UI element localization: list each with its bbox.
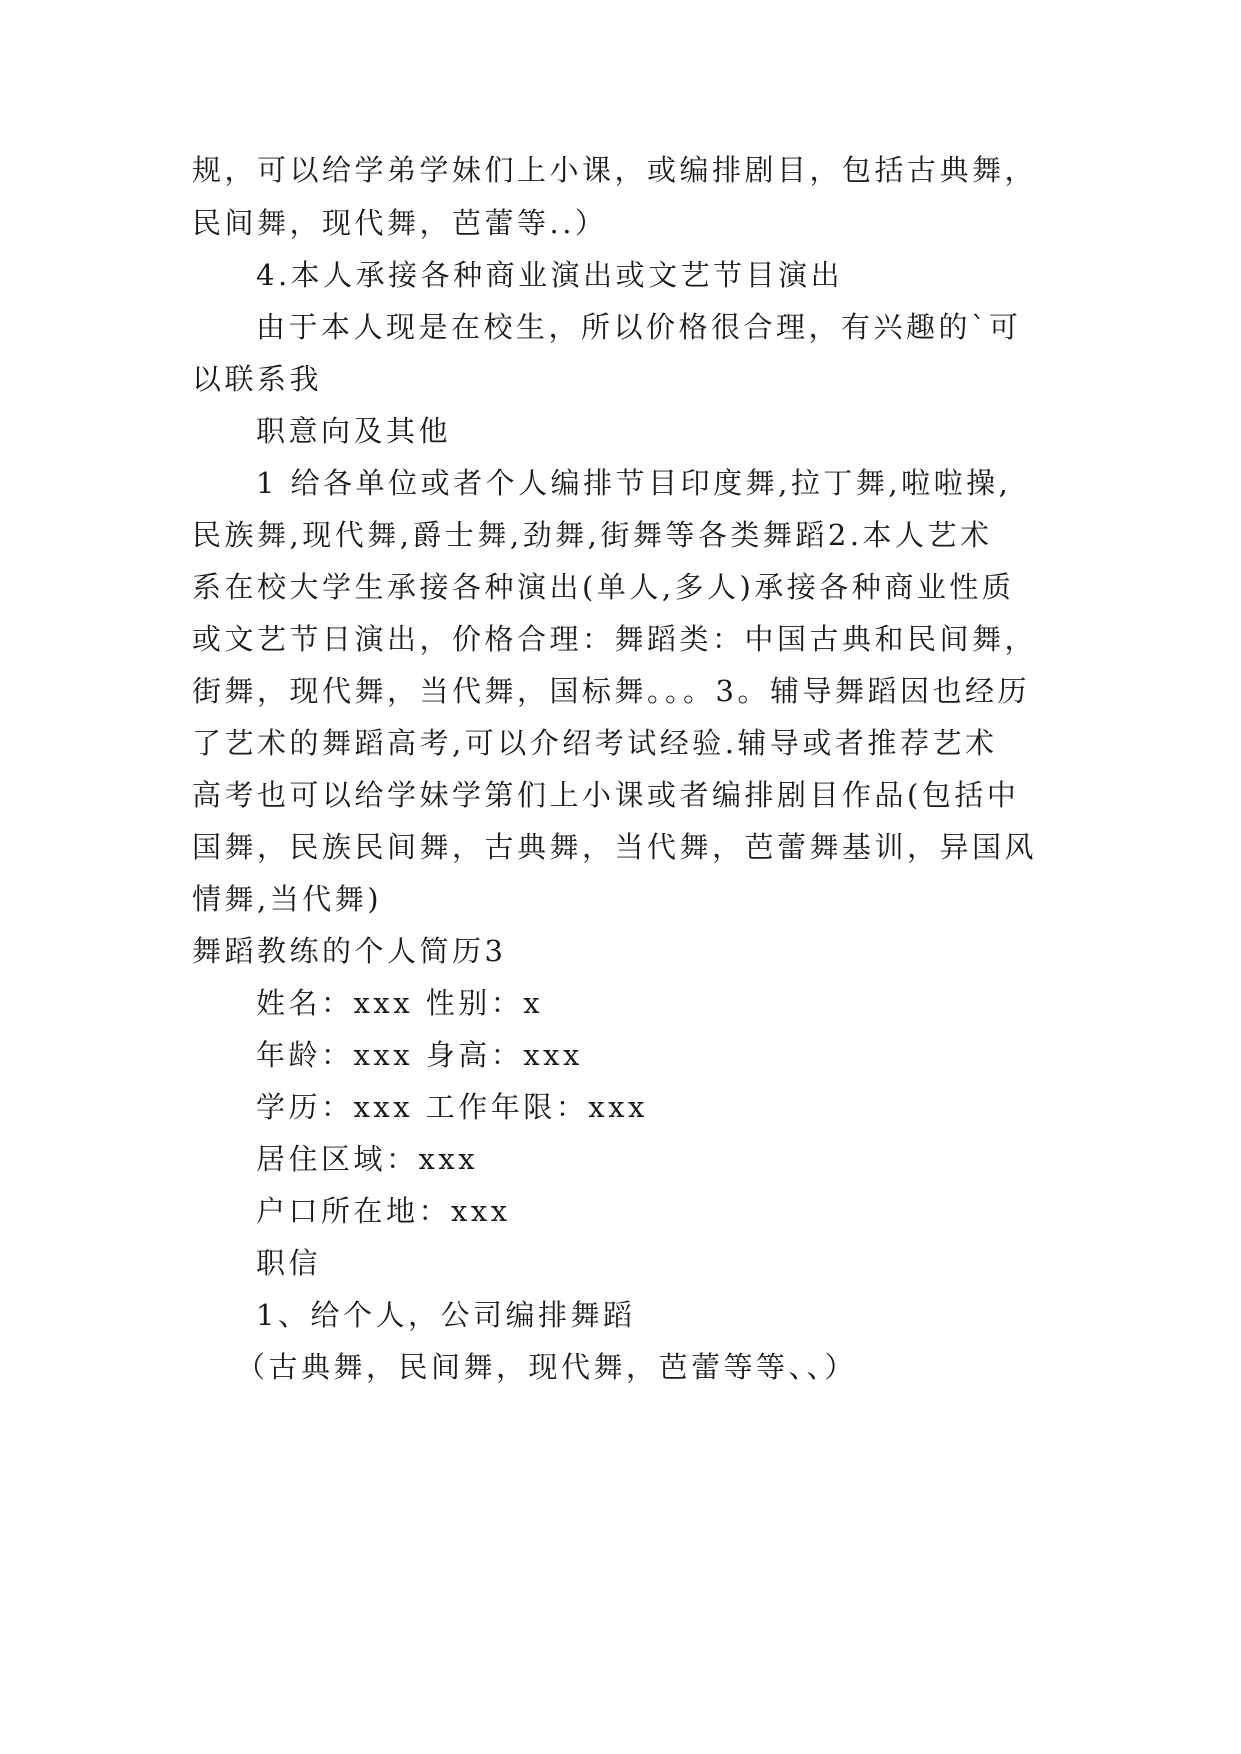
paragraph-line: 1、给个人，公司编排舞蹈 xyxy=(256,1298,636,1332)
paragraph-line: 国舞，民族民间舞，古典舞，当代舞，芭蕾舞基训，异国风 xyxy=(192,830,1038,864)
paragraph-line: 规，可以给学弟学妹们上小课，或编排剧目，包括古典舞， xyxy=(192,153,1038,187)
paragraph-line: 由于本人现是在校生，所以价格很合理，有兴趣的`可 xyxy=(256,310,1022,344)
paragraph-line: 街舞，现代舞，当代舞，国标舞。。。3。辅导舞蹈因也经历 xyxy=(192,674,1030,708)
section-heading: 职意向及其他 xyxy=(256,414,452,448)
resume-field: 年龄：xxx 身高：xxx xyxy=(256,1038,583,1072)
section-heading: 职信 xyxy=(256,1246,322,1280)
paragraph-line: 高考也可以给学妹学第们上小课或者编排剧目作品(包括中 xyxy=(192,778,1020,812)
paragraph-line: 民族舞,现代舞,爵士舞,劲舞,街舞等各类舞蹈2.本人艺术 xyxy=(192,518,993,552)
resume-field: 户口所在地：xxx xyxy=(256,1194,511,1228)
resume-field: 姓名：xxx 性别：x xyxy=(256,986,544,1020)
paragraph-line: 以联系我 xyxy=(192,362,323,396)
paragraph-line: 或文艺节日演出，价格合理：舞蹈类：中国古典和民间舞， xyxy=(192,622,1038,656)
paragraph-line: （古典舞，民间舞，现代舞，芭蕾等等、、） xyxy=(236,1350,858,1384)
paragraph-line: 1 给各单位或者个人编排节目印度舞,拉丁舞,啦啦操, xyxy=(256,466,1012,500)
paragraph-line: 4.本人承接各种商业演出或文艺节目演出 xyxy=(256,258,844,292)
resume-title: 舞蹈教练的个人简历3 xyxy=(192,934,507,968)
resume-field: 学历：xxx 工作年限：xxx xyxy=(256,1090,648,1124)
paragraph-line: 了艺术的舞蹈高考,可以介绍考试经验.辅导或者推荐艺术 xyxy=(192,726,998,760)
resume-field: 居住区域：xxx xyxy=(256,1142,479,1176)
paragraph-line: 民间舞，现代舞，芭蕾等..） xyxy=(192,206,608,240)
paragraph-line: 情舞,当代舞) xyxy=(192,882,383,916)
paragraph-line: 系在校大学生承接各种演出(单人,多人)承接各种商业性质 xyxy=(192,570,1015,604)
